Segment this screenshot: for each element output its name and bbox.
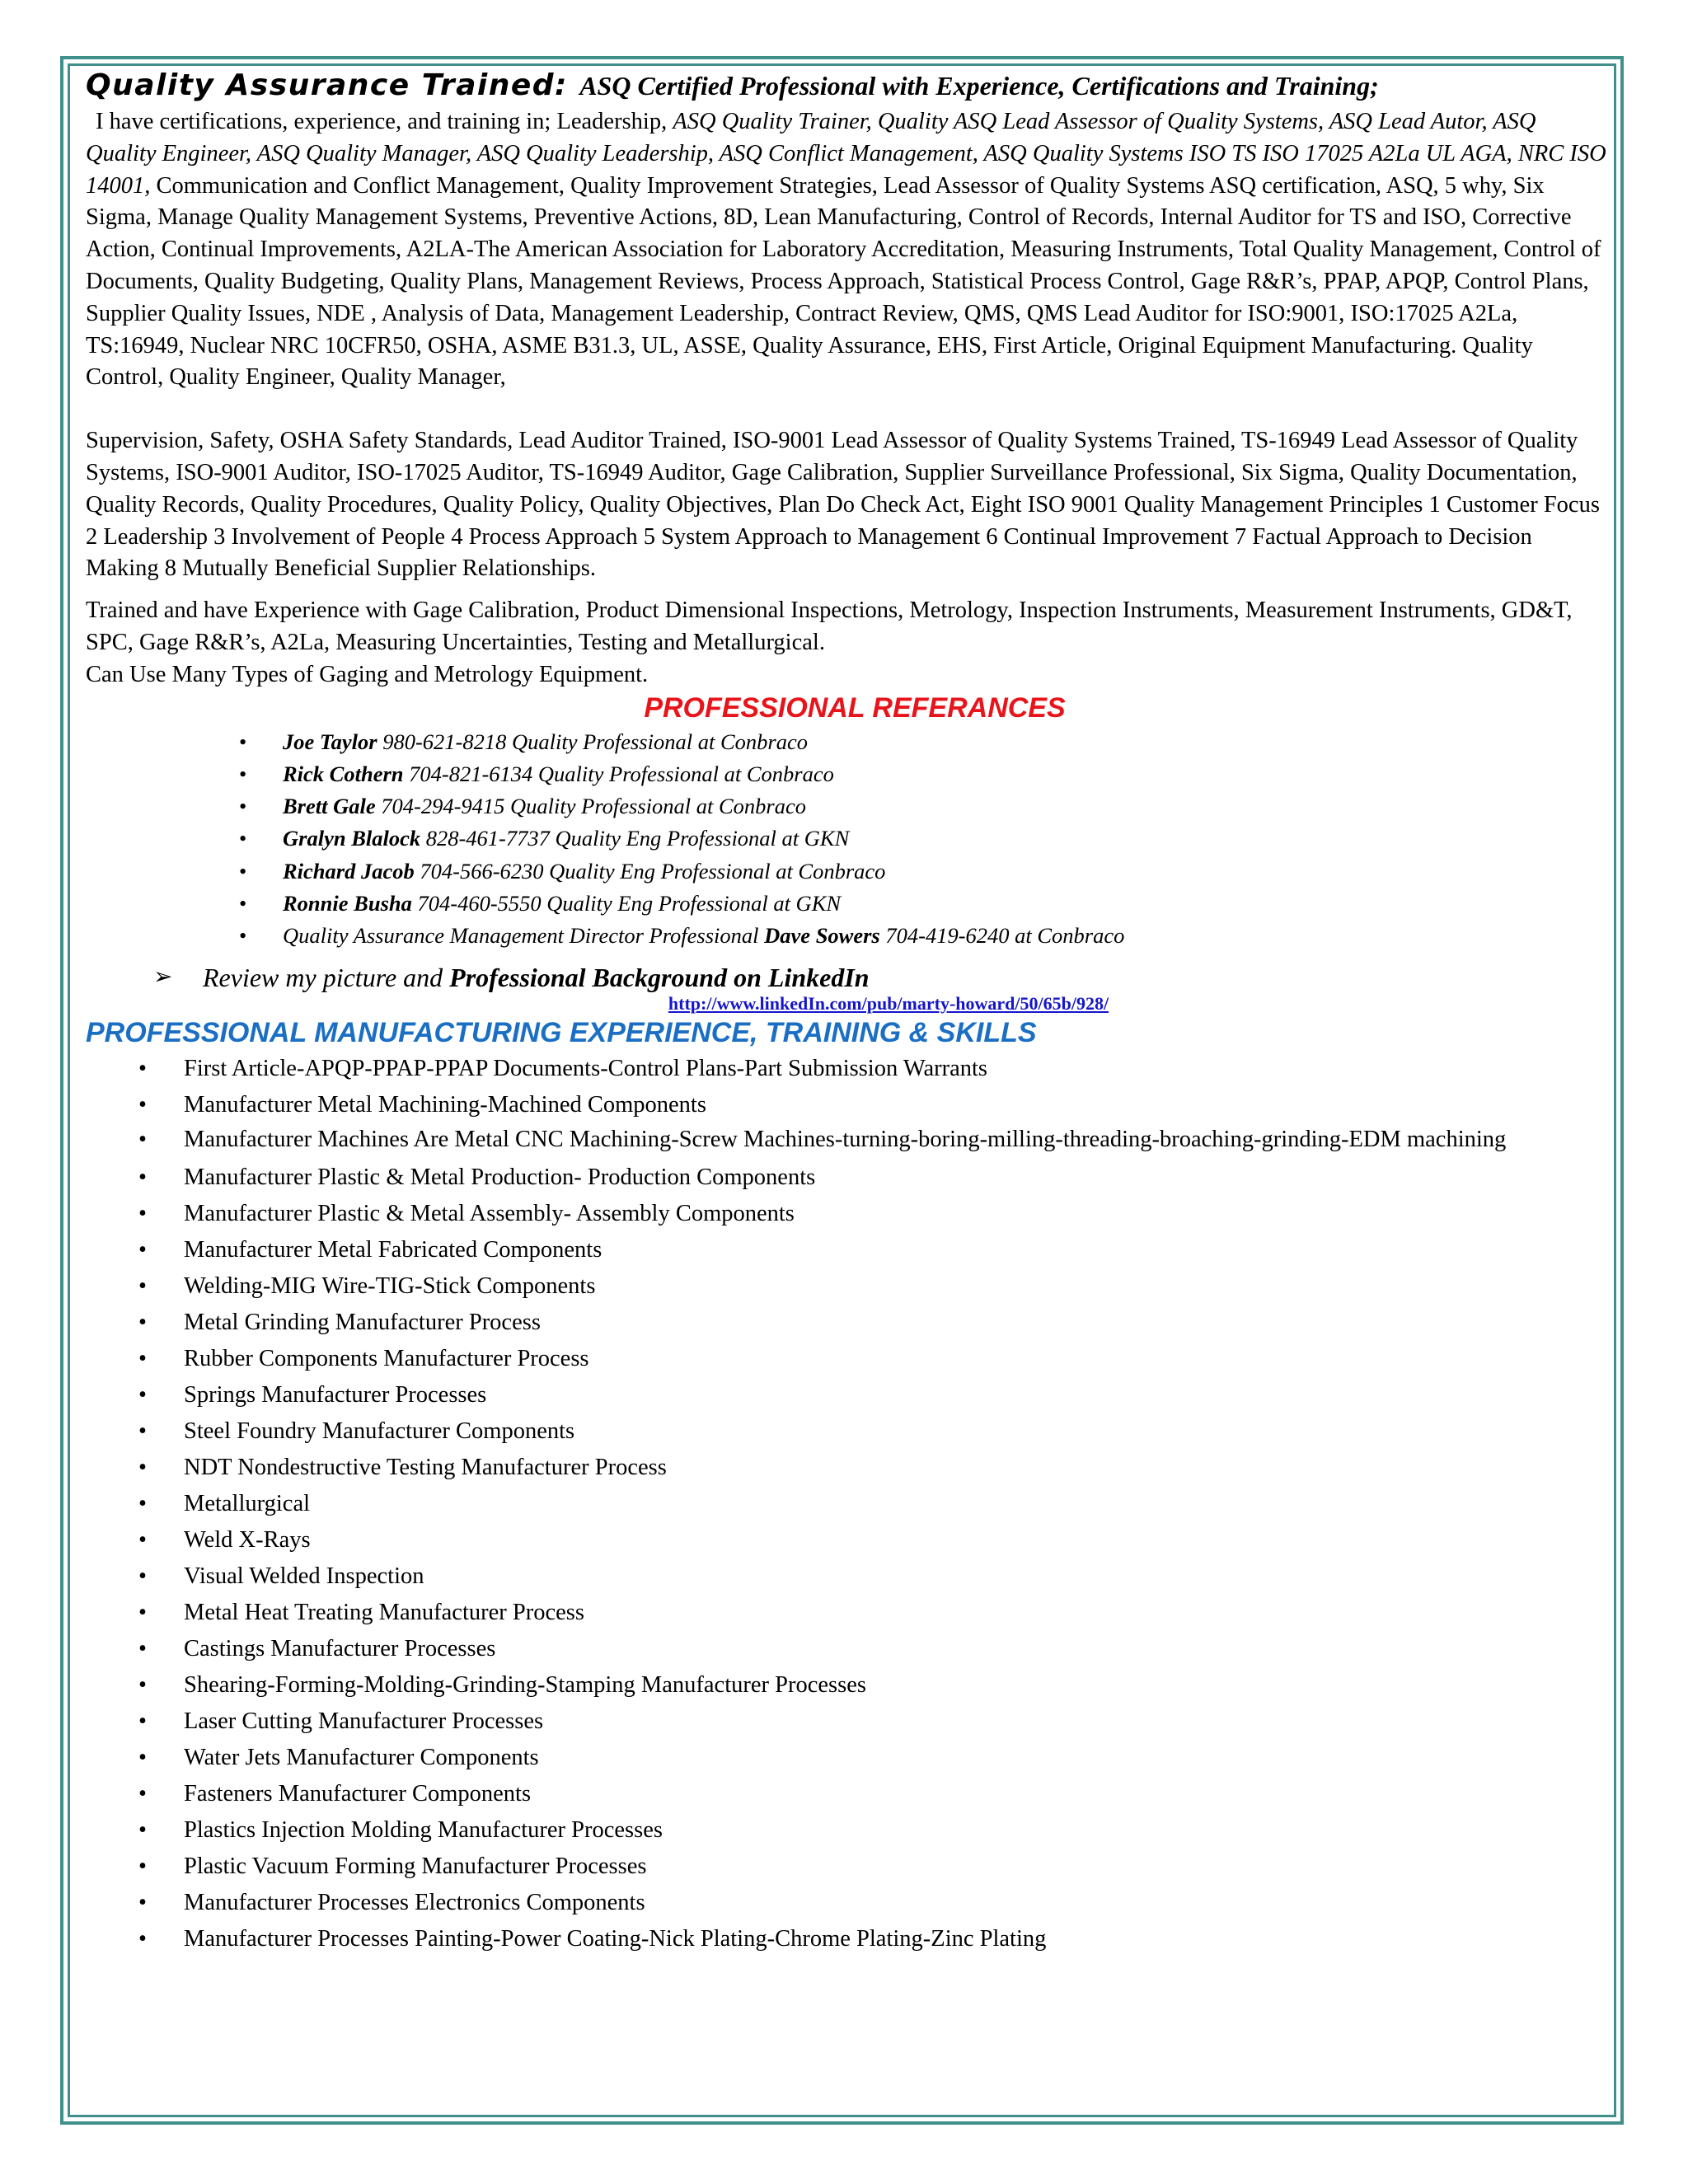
skill-text: Metal Grinding Manufacturer Process: [184, 1309, 541, 1335]
skill-text: Rubber Components Manufacturer Process: [184, 1345, 589, 1371]
skill-text: Shearing-Forming-Molding-Grinding-Stamping Manufacturer Processes: [184, 1671, 866, 1698]
reference-detail: 704-419-6240 at Conbraco: [879, 923, 1125, 949]
skill-text: Visual Welded Inspection: [184, 1563, 424, 1589]
skill-item: [86, 1704, 1609, 1740]
skill-text: NDT Nondestructive Testing Manufacturer Process: [184, 1454, 667, 1480]
reference-name: Joe Taylor: [283, 729, 377, 754]
skill-item: [86, 1123, 1609, 1160]
skill-text: Springs Manufacturer Processes: [184, 1381, 487, 1408]
manufacturing-title: PROFESSIONAL MANUFACTURING EXPERIENCE, TRAINING & SKILLS: [86, 1016, 1037, 1048]
bullet-icon: •: [138, 1164, 147, 1190]
arrow-bullet-icon: ➢: [153, 963, 173, 990]
skill-item: [86, 1849, 1609, 1885]
reference-detail: 704-821-6134 Quality Professional at Conbraco: [403, 761, 834, 786]
bullet-icon: •: [239, 858, 247, 883]
linkedin-url-link[interactable]: http://www.linkedIn.com/pub/marty-howard/50/65b/928/: [668, 992, 1109, 1014]
equipment-paragraph: Can Use Many Types of Gaging and Metrology Equipment.: [86, 661, 649, 687]
reference-detail: 980-621-8218 Quality Professional at Conbraco: [377, 729, 808, 754]
skill-item: [86, 1667, 1609, 1704]
training-paragraph: Trained and have Experience with Gage Calibration, Product Dimensional Inspections, Metrology, Inspection Instruments, Measurement Instruments, GD&T, SPC, Gage R&R’s, A2La, Measuring Uncertainties, Testing and Metallurgical.: [86, 598, 1573, 655]
bullet-icon: •: [138, 1889, 147, 1915]
linkedin-bold: Professional Background on LinkedIn: [449, 962, 870, 992]
skill-text: Fasteners Manufacturer Components: [184, 1780, 532, 1807]
bullet-icon: •: [138, 1490, 147, 1516]
bullet-icon: •: [138, 1091, 147, 1118]
reference-detail: Quality Assurance Management Director Professional: [283, 923, 765, 949]
reference-name: Ronnie Busha: [283, 891, 412, 916]
bullet-icon: •: [138, 1345, 147, 1371]
headline-subtitle: ASQ Certified Professional with Experience, Certifications and Training;: [579, 71, 1379, 101]
linkedin-lead: Review my picture and: [203, 962, 450, 992]
skill-text: Castings Manufacturer Processes: [184, 1635, 496, 1661]
reference-name: Dave Sowers: [764, 923, 880, 949]
bullet-icon: •: [239, 761, 247, 786]
skill-item: [86, 1450, 1609, 1486]
bullet-icon: •: [239, 923, 247, 949]
manufacturing-list: [86, 1051, 1609, 1957]
reference-item: [86, 920, 1609, 952]
skill-text: Welding-MIG Wire-TIG-Stick Components: [184, 1272, 596, 1299]
skill-item: [86, 1631, 1609, 1667]
skill-item: [86, 1776, 1609, 1812]
bullet-icon: •: [138, 1454, 147, 1480]
skill-item: [86, 1268, 1609, 1305]
skill-text: Manufacturer Plastic & Metal Assembly- Assembly Components: [184, 1200, 795, 1226]
skill-item: [86, 1595, 1609, 1631]
skill-text: Plastic Vacuum Forming Manufacturer Processes: [184, 1853, 647, 1879]
linkedin-line: [86, 961, 1609, 994]
skill-item: [86, 1740, 1609, 1776]
skill-text: Metallurgical: [184, 1490, 311, 1516]
reference-item: [86, 888, 1609, 920]
skill-item: [86, 1232, 1609, 1268]
skill-text: Steel Foundry Manufacturer Components: [184, 1418, 575, 1444]
bullet-icon: •: [138, 1526, 147, 1553]
reference-name: Gralyn Blalock: [283, 826, 421, 851]
skill-text: First Article-APQP-PPAP-PPAP Documents-Control Plans-Part Submission Warrants: [184, 1055, 987, 1081]
bullet-icon: •: [239, 891, 247, 916]
skill-item: [86, 1885, 1609, 1921]
headline: [86, 68, 1609, 106]
references-title: PROFESSIONAL REFERANCES: [644, 691, 1066, 724]
reference-name: Brett Gale: [283, 794, 376, 819]
skill-text: Metal Heat Treating Manufacturer Process: [184, 1599, 584, 1625]
bullet-icon: •: [138, 1708, 147, 1734]
skills-paragraph: Supervision, Safety, OSHA Safety Standards, Lead Auditor Trained, ISO-9001 Lead Assessor of Quality Systems Trained, TS-16949 Lead Assessor of Quality Systems, ISO-9001 Auditor, ISO-17025 Auditor, TS-16949 Auditor, Gage Calibration, Supplier Surveillance Professional, Six Sigma, Quality Documentation, Quality Records, Quality Procedures, Quality Policy, Quality Objectives, Plan Do Check Act, Eight ISO 9001 Quality Management Principles 1 Customer Focus 2 Leadership 3 Involvement of People 4 Process Approach 5 System Approach to Management 6 Continual Improvement 7 Factual Approach to Decision Making 8 Mutually Beneficial Supplier Relationships.: [86, 428, 1600, 582]
skill-text: Laser Cutting Manufacturer Processes: [184, 1708, 544, 1734]
bullet-icon: •: [138, 1853, 147, 1879]
intro-rest: Communication and Conflict Management, Quality Improvement Strategies, Lead Assessor of Quality Systems ASQ certification, ASQ, 5 why, Six Sigma, Manage Quality Management Systems, Preventive Actions, 8D, Lean Manufacturing, Control of Records, Internal Auditor for TS and ISO, Corrective Action, Continual Improvements, A2LA-The American Association for Laboratory Accreditation, Measuring Instruments, Total Quality Management, Control of Documents, Quality Budgeting, Quality Plans, Management Reviews, Process Approach, Statistical Process Control, Gage R&R’s, PPAP, APQP, Control Plans, Supplier Quality Issues, NDE , Analysis of Data, Management Leadership, Contract Review, QMS, QMS Lead Auditor for ISO:9001, ISO:17025 A2La, TS:16949, Nuclear NRC 10CFR50, OSHA, ASME B31.3, UL, ASSE, Quality Assurance, EHS, First Article, Original Equipment Manufacturing. Quality Control, Quality Engineer, Quality Manager,: [86, 172, 1601, 391]
skill-text: Manufacturer Processes Painting-Power Coating-Nick Plating-Chrome Plating-Zinc Plating: [184, 1925, 1047, 1952]
skill-item: [86, 1486, 1609, 1522]
skill-item: [86, 1558, 1609, 1595]
skill-item: [86, 1812, 1609, 1849]
bullet-icon: •: [138, 1236, 147, 1263]
skill-text: Manufacturer Metal Machining-Machined Components: [184, 1091, 706, 1118]
skill-item: [86, 1305, 1609, 1341]
skill-text: Manufacturer Processes Electronics Components: [184, 1889, 645, 1915]
bullet-icon: •: [138, 1744, 147, 1770]
skill-item: [86, 1921, 1609, 1957]
reference-name: Rick Cothern: [283, 761, 404, 786]
references-list: [86, 726, 1609, 953]
reference-item: [86, 758, 1609, 790]
reference-detail: 704-294-9415 Quality Professional at Conbraco: [375, 794, 806, 819]
bullet-icon: •: [138, 1055, 147, 1081]
skill-item: [86, 1087, 1609, 1123]
bullet-icon: •: [239, 794, 247, 819]
reference-item: [86, 726, 1609, 758]
intro-lead: I have certifications, experience, and training in; Leadership,: [96, 109, 673, 134]
reference-item: [86, 823, 1609, 855]
skill-item: [86, 1341, 1609, 1377]
bullet-icon: •: [138, 1635, 147, 1661]
skill-item: [86, 1413, 1609, 1450]
reference-detail: 704-566-6230 Quality Eng Professional at Conbraco: [414, 858, 886, 883]
bullet-icon: •: [138, 1381, 147, 1408]
bullet-icon: •: [138, 1671, 147, 1698]
skill-text: Manufacturer Metal Fabricated Components: [184, 1236, 603, 1263]
bullet-icon: •: [138, 1272, 147, 1299]
bullet-icon: •: [138, 1816, 147, 1843]
bullet-icon: •: [239, 826, 247, 851]
reference-detail: 828-461-7737 Quality Eng Professional at GKN: [420, 826, 850, 851]
bullet-icon: •: [138, 1925, 147, 1952]
intro-certifications: ASQ Quality Trainer, Quality ASQ Lead Assessor of Quality Systems, ASQ Lead Autor, ASQ Quality Engineer, ASQ Quality Manager, ASQ Quality Leadership, ASQ Conflict Management, ASQ Quality Systems ISO TS ISO 17025 A2La UL AGA, NRC ISO 14001,: [86, 109, 1606, 199]
reference-item: [86, 790, 1609, 823]
reference-detail: 704-460-5550 Quality Eng Professional at GKN: [411, 891, 842, 916]
bullet-icon: •: [138, 1126, 147, 1152]
skill-item: [86, 1160, 1609, 1196]
skill-text: Manufacturer Machines Are Metal CNC Machining-Screw Machines-turning-boring-milling-threading-broaching-grinding-EDM machining: [184, 1126, 1507, 1152]
skill-item: [86, 1051, 1609, 1087]
bullet-icon: •: [138, 1418, 147, 1444]
reference-name: Richard Jacob: [283, 858, 415, 883]
bullet-icon: •: [138, 1309, 147, 1335]
bullet-icon: •: [138, 1563, 147, 1589]
skill-item: [86, 1522, 1609, 1558]
bullet-icon: •: [138, 1599, 147, 1625]
bullet-icon: •: [138, 1200, 147, 1226]
bullet-icon: •: [239, 729, 247, 754]
bullet-icon: •: [138, 1780, 147, 1807]
skill-text: Manufacturer Plastic & Metal Production- Production Components: [184, 1164, 816, 1190]
skill-text: Weld X-Rays: [184, 1526, 311, 1553]
resume-content: [86, 68, 1609, 1957]
intro-paragraph: [86, 106, 1609, 394]
skill-item: [86, 1377, 1609, 1413]
skill-text: Water Jets Manufacturer Components: [184, 1744, 539, 1770]
skill-item: [86, 1196, 1609, 1232]
skill-text: Plastics Injection Molding Manufacturer Processes: [184, 1816, 663, 1843]
headline-title: Quality Assurance Trained:: [86, 68, 568, 102]
reference-item: [86, 855, 1609, 888]
